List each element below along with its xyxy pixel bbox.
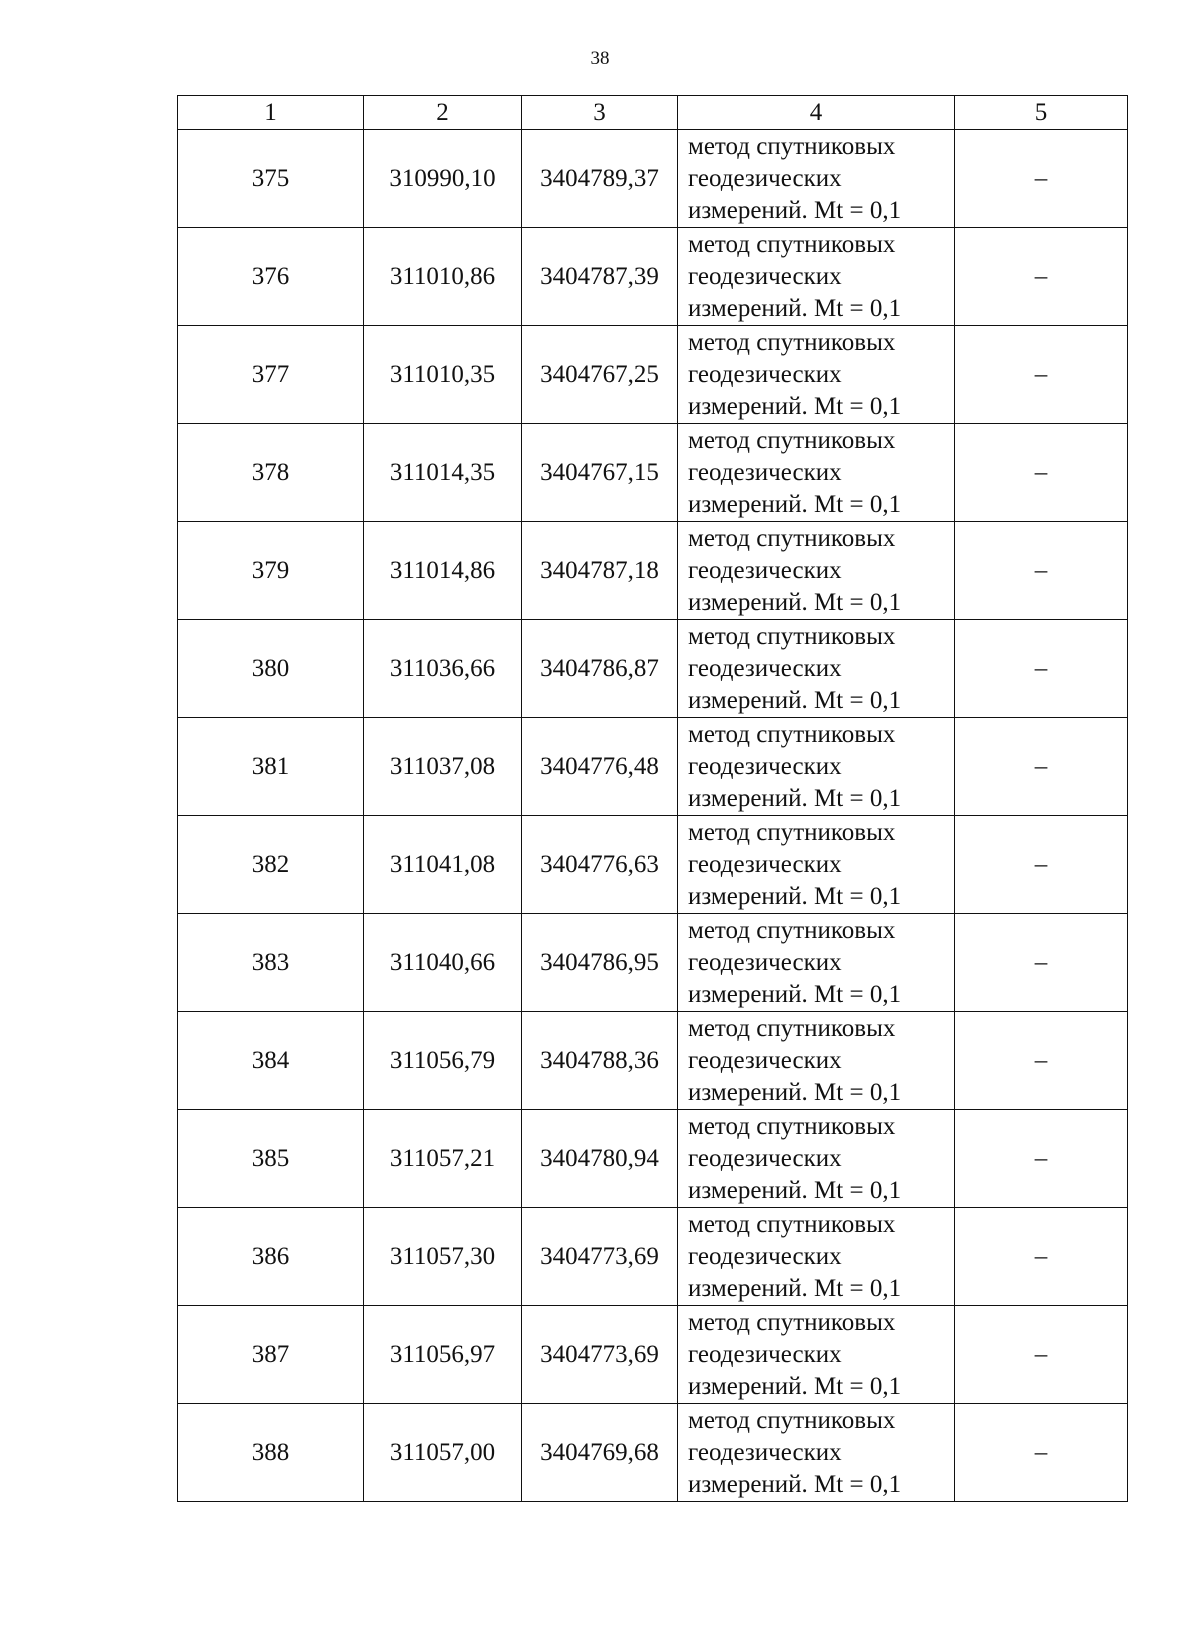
method-line-1: метод спутниковых	[688, 426, 896, 454]
table-row	[178, 130, 1128, 228]
note-cell: –	[955, 620, 1128, 718]
coordinate-y-cell: 3404787,18	[522, 522, 678, 620]
coordinate-y-cell: 3404786,95	[522, 914, 678, 1012]
coordinate-y-cell: 3404789,37	[522, 130, 678, 228]
method-line-2: геодезических	[688, 1340, 842, 1368]
method-cell	[678, 1404, 955, 1502]
note-cell: –	[955, 424, 1128, 522]
point-number-cell: 388	[178, 1404, 364, 1502]
coordinate-x-cell: 311057,00	[364, 1404, 522, 1502]
note-cell: –	[955, 130, 1128, 228]
method-line-2: геодезических	[688, 1144, 842, 1172]
coordinate-y-cell: 3404788,36	[522, 1012, 678, 1110]
coordinate-y-cell: 3404767,25	[522, 326, 678, 424]
method-line-1: метод спутниковых	[688, 1014, 896, 1042]
method-line-3: измерений. Mt = 0,1	[688, 686, 902, 714]
coordinate-y-cell: 3404769,68	[522, 1404, 678, 1502]
coordinate-x-cell: 311014,86	[364, 522, 522, 620]
table-row	[178, 424, 1128, 522]
method-line-2: геодезических	[688, 654, 842, 682]
note-cell: –	[955, 914, 1128, 1012]
note-cell: –	[955, 326, 1128, 424]
coordinate-y-cell: 3404787,39	[522, 228, 678, 326]
coordinate-y-cell: 3404773,69	[522, 1208, 678, 1306]
method-line-3: измерений. Mt = 0,1	[688, 1078, 902, 1106]
note-cell: –	[955, 1404, 1128, 1502]
table-row	[178, 1208, 1128, 1306]
method-line-1: метод спутниковых	[688, 818, 896, 846]
table-row	[178, 914, 1128, 1012]
page-number: 38	[590, 48, 610, 69]
method-cell	[678, 1306, 955, 1404]
method-cell	[678, 1012, 955, 1110]
table-body	[178, 130, 1128, 1502]
method-cell	[678, 1208, 955, 1306]
method-line-1: метод спутниковых	[688, 328, 896, 356]
method-line-3: измерений. Mt = 0,1	[688, 980, 902, 1008]
point-number-cell: 382	[178, 816, 364, 914]
note-cell: –	[955, 1306, 1128, 1404]
column-header-5: 5	[955, 96, 1128, 130]
coordinate-y-cell: 3404780,94	[522, 1110, 678, 1208]
method-line-3: измерений. Mt = 0,1	[688, 1176, 902, 1204]
method-line-3: измерений. Mt = 0,1	[688, 1470, 902, 1498]
column-header-1: 1	[178, 96, 364, 130]
table-row	[178, 620, 1128, 718]
method-line-3: измерений. Mt = 0,1	[688, 490, 902, 518]
note-cell: –	[955, 522, 1128, 620]
table-row	[178, 718, 1128, 816]
point-number-cell: 386	[178, 1208, 364, 1306]
method-line-1: метод спутниковых	[688, 720, 896, 748]
method-line-2: геодезических	[688, 1438, 842, 1466]
coordinate-x-cell: 311036,66	[364, 620, 522, 718]
method-line-3: измерений. Mt = 0,1	[688, 1274, 902, 1302]
method-line-3: измерений. Mt = 0,1	[688, 392, 902, 420]
method-line-3: измерений. Mt = 0,1	[688, 882, 902, 910]
method-line-1: метод спутниковых	[688, 230, 896, 258]
method-line-1: метод спутниковых	[688, 1308, 896, 1336]
point-number-cell: 376	[178, 228, 364, 326]
method-cell	[678, 1110, 955, 1208]
coordinate-x-cell: 311057,30	[364, 1208, 522, 1306]
table-row	[178, 1306, 1128, 1404]
method-cell	[678, 718, 955, 816]
coordinate-x-cell: 311057,21	[364, 1110, 522, 1208]
method-line-1: метод спутниковых	[688, 1406, 896, 1434]
point-number-cell: 379	[178, 522, 364, 620]
point-number-cell: 381	[178, 718, 364, 816]
point-number-cell: 383	[178, 914, 364, 1012]
coordinate-y-cell: 3404776,63	[522, 816, 678, 914]
method-line-1: метод спутниковых	[688, 622, 896, 650]
method-line-2: геодезических	[688, 262, 842, 290]
note-cell: –	[955, 228, 1128, 326]
table-row	[178, 1012, 1128, 1110]
method-cell	[678, 130, 955, 228]
coordinate-x-cell: 311014,35	[364, 424, 522, 522]
point-number-cell: 375	[178, 130, 364, 228]
coordinate-x-cell: 311040,66	[364, 914, 522, 1012]
method-line-2: геодезических	[688, 458, 842, 486]
column-header-2: 2	[364, 96, 522, 130]
method-line-1: метод спутниковых	[688, 1210, 896, 1238]
note-cell: –	[955, 1208, 1128, 1306]
method-line-1: метод спутниковых	[688, 1112, 896, 1140]
point-number-cell: 385	[178, 1110, 364, 1208]
point-number-cell: 378	[178, 424, 364, 522]
method-line-2: геодезических	[688, 164, 842, 192]
method-line-1: метод спутниковых	[688, 132, 896, 160]
coordinate-y-cell: 3404767,15	[522, 424, 678, 522]
method-line-2: геодезических	[688, 850, 842, 878]
method-line-2: геодезических	[688, 556, 842, 584]
method-cell	[678, 816, 955, 914]
method-line-2: геодезических	[688, 948, 842, 976]
method-line-3: измерений. Mt = 0,1	[688, 294, 902, 322]
coordinate-x-cell: 311010,35	[364, 326, 522, 424]
method-line-3: измерений. Mt = 0,1	[688, 784, 902, 812]
table-header-row	[178, 96, 1128, 130]
method-line-3: измерений. Mt = 0,1	[688, 588, 902, 616]
method-cell	[678, 228, 955, 326]
point-number-cell: 387	[178, 1306, 364, 1404]
method-line-2: геодезических	[688, 360, 842, 388]
method-cell	[678, 326, 955, 424]
note-cell: –	[955, 1110, 1128, 1208]
coordinate-x-cell: 311056,79	[364, 1012, 522, 1110]
coordinate-x-cell: 311037,08	[364, 718, 522, 816]
method-cell	[678, 620, 955, 718]
coordinate-y-cell: 3404773,69	[522, 1306, 678, 1404]
coordinate-y-cell: 3404776,48	[522, 718, 678, 816]
method-line-2: геодезических	[688, 752, 842, 780]
column-header-4: 4	[678, 96, 955, 130]
coordinate-x-cell: 310990,10	[364, 130, 522, 228]
table-row	[178, 816, 1128, 914]
coordinates-table	[177, 95, 1128, 1502]
method-line-2: геодезических	[688, 1242, 842, 1270]
method-cell	[678, 522, 955, 620]
coordinate-x-cell: 311041,08	[364, 816, 522, 914]
table-row	[178, 1110, 1128, 1208]
column-header-3: 3	[522, 96, 678, 130]
point-number-cell: 384	[178, 1012, 364, 1110]
table-row	[178, 522, 1128, 620]
method-line-1: метод спутниковых	[688, 916, 896, 944]
point-number-cell: 380	[178, 620, 364, 718]
table-row	[178, 326, 1128, 424]
method-line-1: метод спутниковых	[688, 524, 896, 552]
coordinate-x-cell: 311010,86	[364, 228, 522, 326]
method-line-3: измерений. Mt = 0,1	[688, 196, 902, 224]
coordinates-table-container	[177, 95, 1127, 1502]
coordinate-x-cell: 311056,97	[364, 1306, 522, 1404]
method-cell	[678, 914, 955, 1012]
table-row	[178, 228, 1128, 326]
note-cell: –	[955, 816, 1128, 914]
table-row	[178, 1404, 1128, 1502]
coordinate-y-cell: 3404786,87	[522, 620, 678, 718]
method-line-3: измерений. Mt = 0,1	[688, 1372, 902, 1400]
note-cell: –	[955, 718, 1128, 816]
point-number-cell: 377	[178, 326, 364, 424]
note-cell: –	[955, 1012, 1128, 1110]
method-line-2: геодезических	[688, 1046, 842, 1074]
method-cell	[678, 424, 955, 522]
